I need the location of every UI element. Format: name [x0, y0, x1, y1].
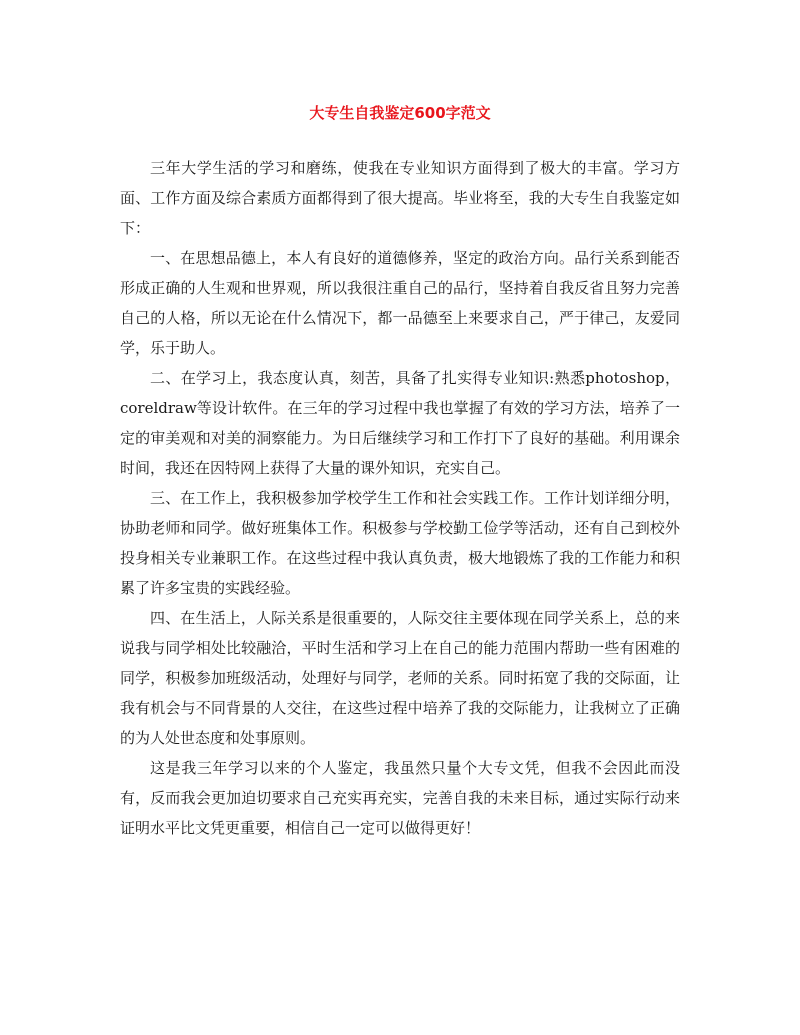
paragraph-work: 三、在工作上，我积极参加学校学生工作和社会实践工作。工作计划详细分明，协助老师和同学。做好班集体工作。积极参与学校勤工俭学等活动，还有自己到校外投身相关专业兼职工作。在这些过程中我认真负责，极大地锻炼了我的工作能力和积累了许多宝贵的实践经验。	[120, 489, 680, 597]
paragraph-life: 四、在生活上，人际关系是很重要的，人际交往主要体现在同学关系上，总的来说我与同学相处比较融洽，平时生活和学习上在自己的能力范围内帮助一些有困难的同学，积极参加班级活动，处理好与同学，老师的关系。同时拓宽了我的交际面，让我有机会与不同背景的人交往，在这些过程中培养了我的交际能力，让我树立了正确的为人处世态度和处事原则。	[120, 609, 680, 747]
paragraph-intro: 三年大学生活的学习和磨练，使我在专业知识方面得到了极大的丰富。学习方面、工作方面及综合素质方面都得到了很大提高。毕业将至，我的大专生自我鉴定如下：	[120, 159, 680, 237]
document-title: 大专生自我鉴定600字范文	[309, 104, 491, 122]
paragraph-morality: 一、在思想品德上，本人有良好的道德修养，坚定的政治方向。品行关系到能否形成正确的人生观和世界观，所以我很注重自己的品行，坚持着自我反省且努力完善自己的人格，所以无论在什么情况下，都一品德至上来要求自己，严于律己，友爱同学，乐于助人。	[120, 249, 680, 357]
paragraph-conclusion: 这是我三年学习以来的个人鉴定，我虽然只量个大专文凭，但我不会因此而没有，反而我会更加迫切要求自己充实再充实，完善自我的未来目标，通过实际行动来证明水平比文凭更重要，相信自己一定可以做得更好！	[120, 759, 680, 837]
paragraph-study: 二、在学习上，我态度认真，刻苦，具备了扎实得专业知识:熟悉photoshop，coreldraw等设计软件。在三年的学习过程中我也掌握了有效的学习方法，培养了一定的审美观和对美的洞察能力。为日后继续学习和工作打下了良好的基础。利用课余时间，我还在因特网上获得了大量的课外知识，充实自己。	[120, 369, 680, 477]
document-body	[120, 153, 680, 843]
